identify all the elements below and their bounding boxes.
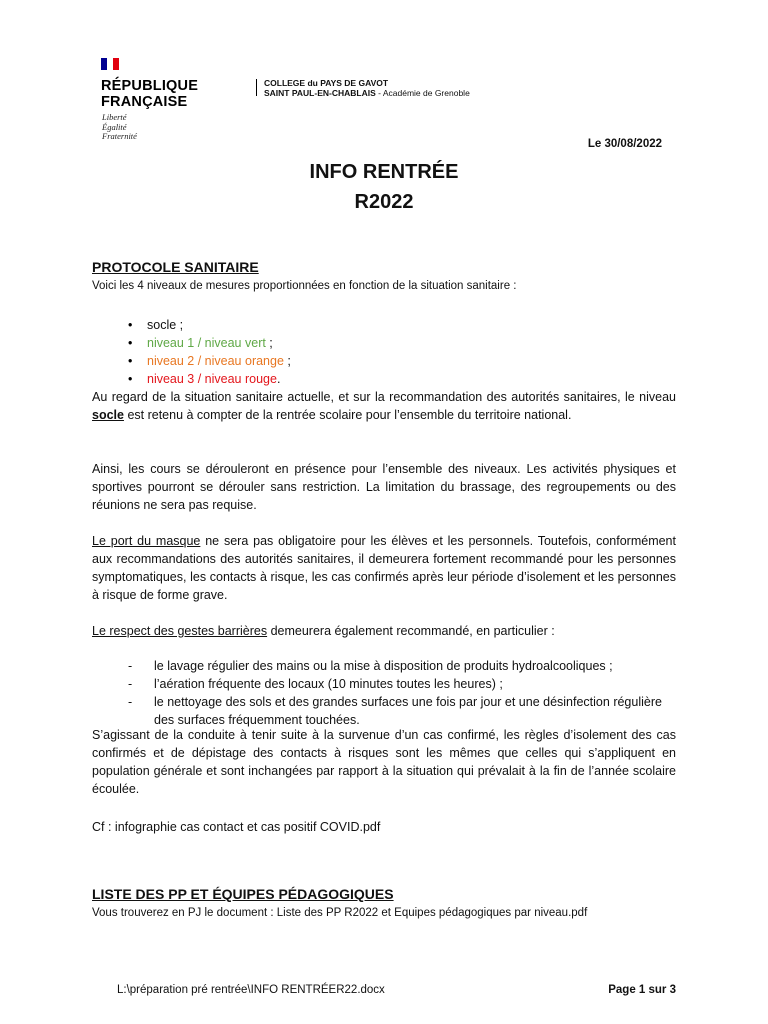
level-rouge: • niveau 3 / niveau rouge. <box>128 370 291 388</box>
level-orange-label: niveau 2 / niveau orange <box>147 354 284 368</box>
level-socle: • socle ; <box>128 316 291 334</box>
college-name: COLLEGE du PAYS DE GAVOT <box>264 78 389 88</box>
liste-text: Vous trouverez en PJ le document : Liste des PP R2022 et Equipes pédagogiques par niveau.pdf <box>92 907 588 919</box>
list-item: - le lavage régulier des mains ou la mise à disposition de produits hydroalcooliques ; <box>128 657 676 675</box>
college-location: SAINT PAUL-EN-CHABLAIS <box>264 88 376 98</box>
socle-emphasis: socle <box>92 408 124 422</box>
motto-liberte: Liberté <box>102 112 127 122</box>
paragraph-cas-confirme: S’agissant de la conduite à tenir suite à la survenue d’un cas confirmé, les règles d’isolement des cas confirmés et de dépistage des contacts à risques sont les mêmes que celles qui s’appliquent en population générale et sont inchangées par rapport à la situation qui prévalait à la fin de l’année scolaire écoulée. <box>92 728 676 796</box>
list-item: - l’aération fréquente des locaux (10 minutes toutes les heures) ; <box>128 675 676 693</box>
paragraph-cours: Ainsi, les cours se dérouleront en présence pour l’ensemble des niveaux. Les activités physiques et sportives pourront se dérouler sans restriction. La limitation du brassage, des regroupements ou des réunions ne sera pas requise. <box>92 462 676 512</box>
gestes-emphasis: Le respect des gestes barrières <box>92 624 268 638</box>
masque-emphasis: Le port du masque <box>92 534 201 548</box>
footer-page-number: Page 1 sur 3 <box>608 984 676 996</box>
paragraph-niveau-socle: Au regard de la situation sanitaire actuelle, et sur la recommandation des autorités sanitaires, le niveau socle est retenu à compter de la rentrée scolaire pour l’ensemble du territoire national. <box>92 390 676 422</box>
page-title <box>0 157 768 217</box>
republic-motto <box>102 113 137 142</box>
title-line2: R2022 <box>354 191 414 213</box>
level-vert-label: niveau 1 / niveau vert <box>147 336 266 350</box>
list-item: - le nettoyage des sols et des grandes surfaces une fois par jour et une désinfection régulière des surfaces fréquemment touchées. <box>128 693 676 729</box>
cf-infographie: Cf : infographie cas contact et cas positif COVID.pdf <box>92 820 381 834</box>
college-academy: - Académie de Grenoble <box>375 88 470 98</box>
level-socle-label: socle <box>147 318 177 332</box>
protocole-heading: PROTOCOLE SANITAIRE <box>92 259 259 275</box>
republic-line2: FRANÇAISE <box>101 94 188 110</box>
republique-francaise-logo <box>101 78 198 110</box>
barrier-measures-list <box>128 657 676 729</box>
paragraph-gestes-barrieres: Le respect des gestes barrières demeurera également recommandé, en particulier : <box>92 624 555 638</box>
level-orange: • niveau 2 / niveau orange ; <box>128 352 291 370</box>
republic-line1: RÉPUBLIQUE <box>101 78 199 94</box>
footer-file-path: L:\préparation pré rentrée\INFO RENTRÉER22.docx <box>117 984 385 996</box>
liste-heading: LISTE DES PP ET ÉQUIPES PÉDAGOGIQUES <box>92 886 394 902</box>
college-location-line <box>264 88 470 98</box>
level-rouge-label: niveau 3 / niveau rouge <box>147 372 277 386</box>
header-divider <box>256 79 257 96</box>
protocole-intro: Voici les 4 niveaux de mesures proportionnées en fonction de la situation sanitaire : <box>92 280 517 292</box>
college-info <box>264 78 470 98</box>
paragraph-masque: Le port du masque ne sera pas obligatoire pour les élèves et les personnels. Toutefois, conformément aux recommandations des autorités sanitaires, il demeurera fortement recommandé pour les personnes symptomatiques, les contacts à risque, les cas confirmés après leur période d’isolement et les personnes à risque de forme grave. <box>92 534 676 602</box>
levels-list <box>128 316 291 388</box>
title-line1: INFO RENTRÉE <box>309 161 459 183</box>
level-vert: • niveau 1 / niveau vert ; <box>128 334 291 352</box>
motto-egalite: Égalité <box>102 121 127 132</box>
document-date: Le 30/08/2022 <box>587 138 662 150</box>
motto-fraternite: Fraternité <box>102 131 137 141</box>
french-flag-icon <box>101 58 119 70</box>
